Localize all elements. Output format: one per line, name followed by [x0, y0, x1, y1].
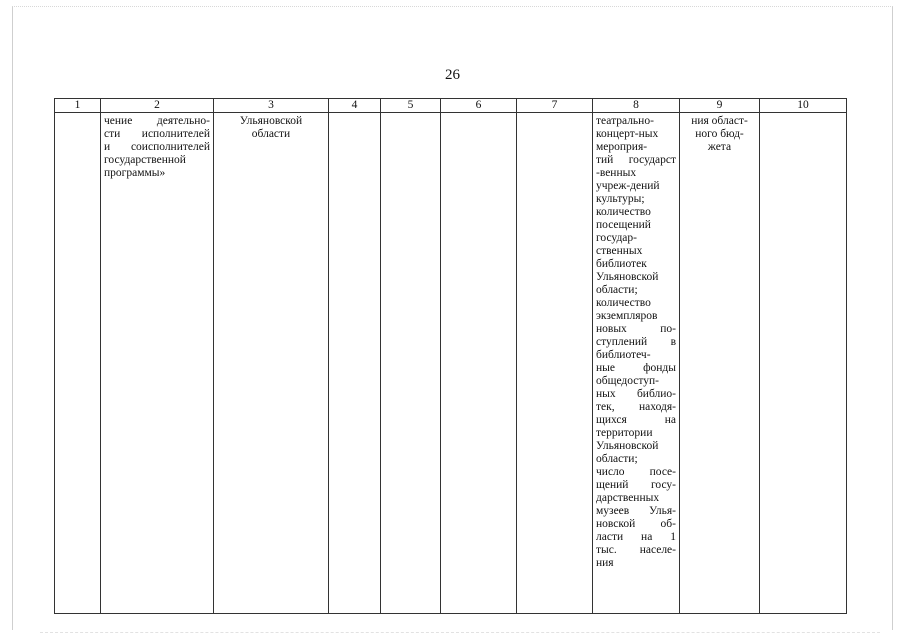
text-line: области; — [596, 284, 638, 296]
text-line: учреж-дений — [596, 180, 660, 192]
text-line: концерт-ных — [596, 128, 659, 140]
header-cell-5: 5 — [381, 99, 441, 113]
text-line: ных библио- — [596, 388, 676, 400]
header-cell-4: 4 — [329, 99, 381, 113]
page-number: 26 — [445, 67, 460, 83]
text-line: мероприя- — [596, 141, 648, 153]
header-cell-8: 8 — [593, 99, 680, 113]
cell-col-1 — [55, 113, 101, 614]
text-line: дарственных — [596, 492, 660, 504]
text-line: ступлений в — [596, 336, 676, 348]
text-line: Ульяновской — [596, 271, 659, 283]
header-cell-10: 10 — [760, 99, 847, 113]
text-line: области — [251, 128, 291, 140]
text-line: общедоступ- — [596, 375, 660, 387]
text-line: щихся на — [596, 414, 676, 426]
cell-col-9 — [680, 113, 760, 614]
text-line: государ- — [596, 232, 637, 244]
text-line: и соисполнителей — [104, 141, 210, 153]
text-line: новской об- — [596, 518, 676, 530]
text-line: Ульяновской — [596, 440, 659, 452]
text-line: ния — [596, 557, 614, 569]
table-row — [55, 113, 847, 614]
document-table — [54, 98, 847, 614]
text-line: сти исполнителей — [104, 128, 210, 140]
text-line: библиотеч- — [596, 349, 651, 361]
text-line: библиотек — [596, 258, 647, 270]
text-line: ственных — [596, 245, 643, 257]
header-cell-7: 7 — [517, 99, 593, 113]
text-line: ния област- — [691, 115, 748, 127]
text-line: тыс. населе- — [596, 544, 676, 556]
text-line: театрально- — [596, 115, 654, 127]
text-line: тий государст — [596, 154, 676, 166]
text-line: программы» — [104, 167, 166, 179]
text-line: территории — [596, 427, 653, 439]
text-line: Ульяновской — [239, 115, 303, 127]
text-line: посещений — [596, 219, 651, 231]
scan-edge-line — [40, 632, 880, 633]
col9-text — [683, 115, 756, 154]
header-cell-6: 6 — [441, 99, 517, 113]
text-line: музеев Улья- — [596, 505, 676, 517]
text-line: количество — [596, 297, 651, 309]
text-line: культуры; — [596, 193, 645, 205]
cell-col-6 — [441, 113, 517, 614]
text-line: государственной — [104, 154, 186, 166]
cell-col-10 — [760, 113, 847, 614]
text-line: экземпляров — [596, 310, 658, 322]
header-cell-3: 3 — [214, 99, 329, 113]
text-line: число посе- — [596, 466, 676, 478]
col2-text — [104, 115, 210, 180]
text-line: ного бюд- — [695, 128, 744, 140]
cell-col-2 — [101, 113, 214, 614]
text-line: чение деятельно- — [104, 115, 210, 127]
text-line: щений госу- — [596, 479, 676, 491]
cell-col-5 — [381, 113, 441, 614]
header-cell-1: 1 — [55, 99, 101, 113]
table-header-row — [55, 99, 847, 113]
cell-col-4 — [329, 113, 381, 614]
col3-text — [217, 115, 325, 141]
cell-col-8 — [593, 113, 680, 614]
cell-col-3 — [214, 113, 329, 614]
text-line: количество — [596, 206, 651, 218]
header-cell-9: 9 — [680, 99, 760, 113]
text-line: тек, находя- — [596, 401, 676, 413]
col8-text — [596, 115, 676, 570]
text-line: области; — [596, 453, 638, 465]
text-line: жета — [707, 141, 732, 153]
text-line: ласти на 1 — [596, 531, 676, 543]
text-line: новых по- — [596, 323, 676, 335]
header-cell-2: 2 — [101, 99, 214, 113]
text-line: ные фонды — [596, 362, 676, 374]
text-line: -венных — [596, 167, 637, 179]
cell-col-7 — [517, 113, 593, 614]
